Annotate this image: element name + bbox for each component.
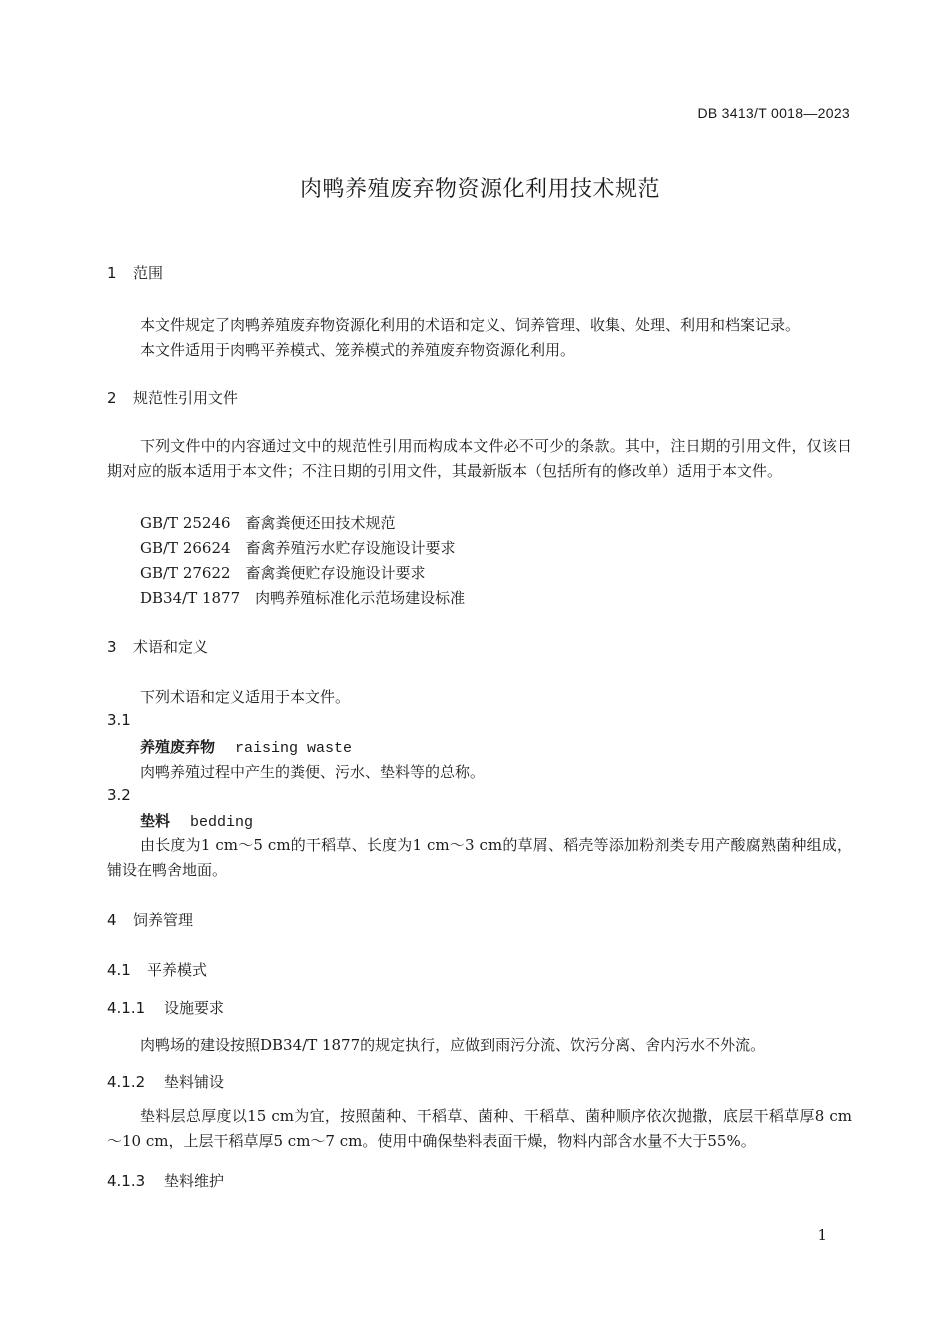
- section-number: 4.1.1: [107, 999, 146, 1017]
- section-title: 术语和定义: [133, 638, 209, 656]
- section-number: 4.1.3: [107, 1172, 146, 1190]
- section-number: 3: [107, 638, 117, 656]
- reference-item: DB34/T 1877 肉鸭养殖标准化示范场建设标准: [140, 589, 466, 607]
- facility-requirements-paragraph: 肉鸭场的建设按照DB34/T 1877的规定执行，应做到雨污分流、饮污分离、舍内污水不外流。: [140, 1036, 766, 1054]
- term-name: 垫料: [140, 812, 171, 830]
- section-number: 2: [107, 389, 117, 407]
- section-1-heading: [107, 262, 163, 283]
- section-number: 1: [107, 264, 117, 282]
- term-english: bedding: [190, 814, 254, 831]
- document-code: DB 3413/T 0018—2023: [697, 105, 850, 121]
- reference-item: GB/T 27622 畜禽粪便贮存设施设计要求: [140, 564, 426, 582]
- section-title: 垫料维护: [164, 1172, 225, 1190]
- section-title: 饲养管理: [133, 911, 194, 929]
- term-name: 养殖废弃物: [140, 738, 216, 756]
- term-3-2-number: 3.2: [107, 786, 131, 804]
- section-title: 规范性引用文件: [133, 389, 239, 407]
- section-4-heading: [107, 909, 193, 930]
- term-3-2: [140, 810, 253, 831]
- document-title: 肉鸭养殖废弃物资源化利用技术规范: [299, 177, 660, 202]
- bedding-laying-paragraph: 垫料层总厚度以15 cm为宜，按照菌种、干稻草、菌种、干稻草、菌种顺序依次抛撒，底层干稻草厚8 cm～10 cm，上层干稻草厚5 cm～7 cm。使用中确保垫料表面干燥，物料内部含水量不大于55%。: [107, 1107, 852, 1150]
- section-number: 4.1: [107, 961, 131, 979]
- reference-item: GB/T 25246 畜禽粪便还田技术规范: [140, 514, 396, 532]
- term-3-1: [140, 736, 352, 757]
- normative-references-paragraph: 下列文件中的内容通过文中的规范性引用而构成本文件必不可少的条款。其中，注日期的引用文件，仅该日期对应的版本适用于本文件；不注日期的引用文件，其最新版本（包括所有的修改单）适用于本文件。: [107, 437, 852, 480]
- scope-paragraph-1: 本文件规定了肉鸭养殖废弃物资源化利用的术语和定义、饲养管理、收集、处理、利用和档案记录。: [140, 316, 801, 334]
- section-4-1-3-heading: [107, 1170, 224, 1191]
- section-4-1-2-heading: [107, 1071, 224, 1092]
- section-number: 4: [107, 911, 117, 929]
- scope-paragraph-2: 本文件适用于肉鸭平养模式、笼养模式的养殖废弃物资源化利用。: [140, 341, 576, 359]
- section-title: 范围: [133, 264, 164, 282]
- section-title: 设施要求: [164, 999, 225, 1017]
- section-number: 4.1.2: [107, 1073, 146, 1091]
- page-number: 1: [817, 1226, 827, 1244]
- section-title: 垫料铺设: [164, 1073, 225, 1091]
- term-3-1-number: 3.1: [107, 711, 131, 729]
- section-title: 平养模式: [147, 961, 208, 979]
- section-4-1-1-heading: [107, 997, 224, 1018]
- section-2-heading: [107, 387, 238, 408]
- section-4-1-heading: [107, 959, 207, 980]
- term-3-1-definition: 肉鸭养殖过程中产生的粪便、污水、垫料等的总称。: [140, 763, 486, 781]
- section-3-heading: [107, 636, 208, 657]
- reference-item: GB/T 26624 畜禽养殖污水贮存设施设计要求: [140, 539, 456, 557]
- term-english: raising waste: [235, 740, 353, 757]
- term-3-2-definition: 由长度为1 cm～5 cm的干稻草、长度为1 cm～3 cm的草屑、稻壳等添加粉剂类专用产酸腐熟菌种组成，铺设在鸭舍地面。: [107, 836, 852, 879]
- terms-intro: 下列术语和定义适用于本文件。: [140, 688, 351, 706]
